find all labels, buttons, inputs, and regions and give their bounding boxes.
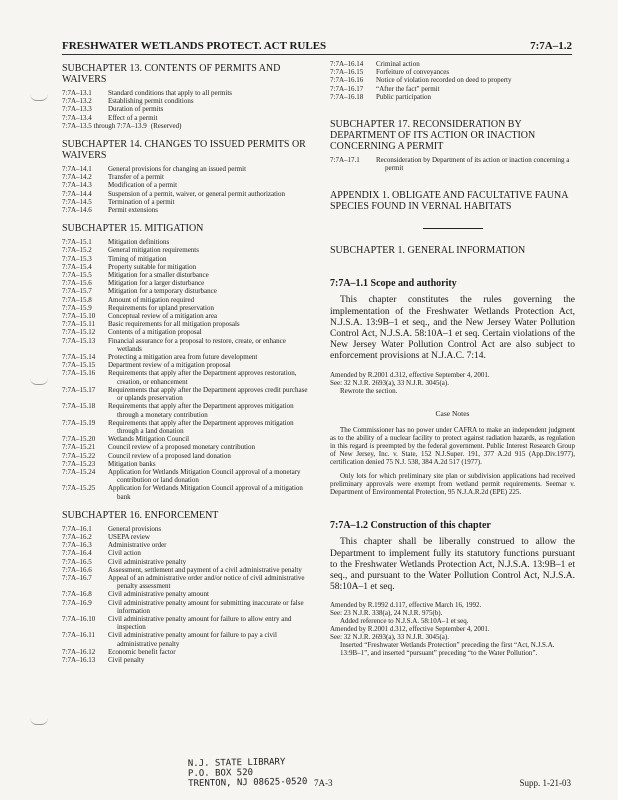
toc-entry-title: Administrative order (108, 541, 167, 550)
toc-entry-title: Department review of a mitigation proposal (108, 361, 231, 370)
toc-entry-title: Property suitable for mitigation (108, 262, 197, 271)
right-column (330, 60, 575, 657)
toc-entry-title: Civil administrative penalty (108, 557, 187, 566)
toc-entry-number: 7:7A–15.15 (62, 361, 96, 370)
toc-entry-title: Requirements that apply after the Department approves mitigation through a land donation (108, 418, 294, 435)
toc-entry-title: Requirements that apply after the Department approves credit purchase or uplands preservation (108, 385, 308, 403)
toc-entry (62, 443, 312, 451)
toc-entry-title: Financial assurance for a proposal to restore, create, or enhance wetlands (108, 336, 286, 353)
toc-14 (62, 165, 312, 214)
toc-entry (62, 484, 312, 500)
toc-entry (62, 312, 312, 320)
divider (423, 228, 483, 229)
toc-entry-title: Permit extensions (108, 206, 158, 215)
toc-entry-title: Reconsideration by Department of its action or inaction concerning a permit (376, 156, 570, 173)
toc-entry-number: 7:7A–13.2 (62, 97, 92, 106)
toc-entry-number: 7:7A–15.8 (62, 295, 92, 304)
toc-entry-title: Mitigation banks (108, 459, 156, 468)
toc-entry-number: 7:7A–16.16 (330, 76, 364, 85)
toc-entry-number: 7:7A–16.9 (62, 598, 92, 607)
supplement-date: Supp. 1-21-03 (519, 778, 571, 788)
toc-entry (62, 122, 312, 130)
subchapter-1-title: SUBCHAPTER 1. GENERAL INFORMATION (330, 245, 526, 257)
toc-entry-number: 7:7A–15.9 (62, 303, 92, 312)
toc-entry-title: Duration of permits (108, 105, 164, 114)
toc-entry (62, 533, 312, 541)
subchapter-17-title: SUBCHAPTER 17. RECONSIDERATION BY DEPARTMENT OF ITS ACTION OR INACTION CONCERNING A PERMIT (330, 119, 536, 153)
toc-entry-number: 7:7A–14.3 (62, 181, 92, 190)
toc-entry-title: (Reserved) (150, 121, 182, 130)
toc-entry (62, 386, 312, 402)
toc-entry (62, 255, 312, 263)
margin-mark (30, 718, 48, 725)
history-line: Amended by R.2001 d.312, effective September 4, 2001. (330, 625, 490, 634)
toc-entry-title: Mitigation for a larger disturbance (108, 279, 205, 288)
toc-entry (330, 93, 575, 101)
toc-entry-number: 7:7A–16.5 (62, 557, 92, 566)
running-header (62, 40, 572, 55)
toc-entry (62, 558, 312, 566)
toc-entry (62, 246, 312, 254)
toc-entry (62, 369, 312, 385)
subchapter-14-title: SUBCHAPTER 14. CHANGES TO ISSUED PERMITS OR WAIVERS (62, 139, 306, 162)
toc-entry-title: General provisions for changing an issued permit (108, 165, 247, 174)
toc-entry (62, 165, 312, 173)
toc-entry-title: Establishing permit conditions (108, 97, 194, 106)
toc-13 (62, 89, 312, 130)
section-1-1-history (330, 371, 575, 395)
toc-entry-title: “After the fact” permit (376, 84, 440, 93)
toc-entry (62, 656, 312, 664)
toc-entry (62, 566, 312, 574)
toc-entry (62, 181, 312, 189)
case-note: The Commissioner has no power under CAFRA to make an independent judgment as to the ability of a nuclear facility to protect against radiation hazards, as regulation in this regard is preempted by the federal government. Public Interest Research Group of New Jersey, Inc. v. State, 152 N.J.Super. 191, 377 A.2d 915 (App.Div.1977), certification denied 75 N.J. 538, 384 A.2d 517 (1977). (330, 425, 575, 467)
toc-entry-number: 7:7A–15.17 (62, 385, 96, 394)
toc-entry-number: 7:7A–13.3 (62, 105, 92, 114)
toc-entry (62, 353, 312, 361)
header-title: FRESHWATER WETLANDS PROTECT. ACT RULES (62, 40, 327, 52)
toc-entry (62, 419, 312, 435)
margin-mark (30, 378, 48, 385)
toc-entry (62, 190, 312, 198)
toc-entry (330, 60, 575, 68)
case-note: Only lots for which preliminary site plan or subdivision applications had received preliminary approvals were exempt from wetland permit requirements. Seemar v. Department of Environmental Protection, 95 N.J.A.R.2d (EPE) 225. (330, 472, 575, 497)
toc-entry-title: General mitigation requirements (108, 246, 199, 255)
toc-entry-title: Council review of a proposed monetary contribution (108, 443, 255, 452)
toc-entry-number: 7:7A–14.6 (62, 206, 92, 215)
toc-entry-number: 7:7A–15.5 (62, 271, 92, 280)
toc-entry-title: Timing of mitigation (108, 254, 167, 263)
history-line: See: 32 N.J.R. 2693(a), 33 N.J.R. 3045(a). (330, 378, 449, 387)
toc-entry (62, 525, 312, 533)
toc-entry (62, 328, 312, 336)
subchapter-15-title: SUBCHAPTER 15. MITIGATION (62, 223, 204, 235)
toc-entry-number: 7:7A–16.7 (62, 573, 92, 582)
toc-entry-number: 7:7A–15.10 (62, 312, 96, 321)
toc-entry-title: Termination of a permit (108, 197, 175, 206)
toc-entry-number: 7:7A–15.19 (62, 418, 96, 427)
toc-entry (62, 320, 312, 328)
toc-entry-number: 7:7A–16.12 (62, 647, 96, 656)
toc-entry-title: Civil action (108, 549, 141, 558)
toc-entry-title: Application for Wetlands Mitigation Council approval of a mitigation bank (108, 484, 303, 501)
toc-entry-number: 7:7A–15.12 (62, 328, 96, 337)
toc-entry-number: 7:7A–16.11 (62, 631, 95, 640)
toc-entry-number: 7:7A–17.1 (330, 156, 360, 165)
stamp-line: TRENTON, NJ 08625-0520 (188, 776, 308, 790)
toc-entry-number: 7:7A–15.18 (62, 402, 96, 411)
toc-entry-title: Appeal of an administrative order and/or notice of civil administrative penalty assessment (108, 573, 305, 591)
toc-entry-number: 7:7A–16.3 (62, 541, 92, 550)
toc-entry (62, 206, 312, 214)
toc-entry-number: 7:7A–15.2 (62, 246, 92, 255)
toc-entry-title: Notice of violation recorded on deed to property (376, 76, 512, 85)
toc-entry-number: 7:7A–15.1 (62, 238, 92, 247)
toc-entry-number: 7:7A–14.5 (62, 197, 92, 206)
toc-entry-number: 7:7A–13.4 (62, 113, 92, 122)
toc-entry-title: Public participation (376, 92, 432, 101)
toc-entry-number: 7:7A–15.4 (62, 262, 92, 271)
toc-entry-title: Civil administrative penalty amount for failure to allow entry and inspection (108, 614, 292, 632)
toc-entry-number: 7:7A–16.14 (330, 60, 364, 68)
toc-entry (62, 615, 312, 631)
toc-entry (62, 279, 312, 287)
toc-entry (62, 549, 312, 557)
toc-entry (330, 85, 575, 93)
section-1-1-heading: 7:7A–1.1 Scope and authority (330, 278, 457, 290)
toc-16-continued (330, 60, 575, 101)
library-stamp (188, 757, 308, 789)
history-line: Rewrote the section. (340, 386, 398, 395)
toc-entry (62, 361, 312, 369)
toc-entry-number: 7:7A–16.2 (62, 532, 92, 541)
case-notes-heading: Case Notes (435, 408, 470, 418)
toc-entry (62, 287, 312, 295)
toc-entry (62, 337, 312, 353)
toc-entry-title: Requirements for upland preservation (108, 303, 214, 312)
toc-entry-number: 7:7A–14.4 (62, 189, 92, 198)
toc-entry-number: 7:7A–15.23 (62, 459, 96, 468)
toc-entry-title: Protecting a mitigation area from future development (108, 353, 258, 362)
toc-entry-title: Criminal action (376, 60, 420, 68)
history-line: Added reference to N.J.S.A. 58:10A–1 et seq. (340, 617, 469, 626)
margin-mark (30, 94, 48, 101)
toc-entry-title: Modification of a permit (108, 181, 178, 190)
toc-entry (62, 590, 312, 598)
toc-entry (330, 156, 575, 172)
toc-entry (62, 271, 312, 279)
section-1-2-body: This chapter shall be liberally construed to allow the Department to implement fully its statutory functions pursuant to the Freshwater Wetlands Protection Act, N.J.S.A. 13:9B–1 et seq., and pursuant to the Water Pollution Control Act, N.J.S.A. 58:10A–1 et seq. (330, 537, 575, 593)
toc-entry-title: USEPA review (108, 532, 150, 541)
toc-entry (62, 648, 312, 656)
toc-entry-number: 7:7A–15.14 (62, 353, 96, 362)
toc-entry-number: 7:7A–15.11 (62, 320, 95, 329)
toc-entry (62, 304, 312, 312)
toc-entry-number: 7:7A–16.8 (62, 590, 92, 599)
toc-entry-title: General provisions (108, 524, 162, 533)
toc-entry (62, 631, 312, 647)
subchapter-13-title: SUBCHAPTER 13. CONTENTS OF PERMITS AND WAIVERS (62, 63, 281, 85)
toc-entry (62, 452, 312, 460)
toc-entry-number: 7:7A–13.1 (62, 89, 92, 97)
history-line: Amended by R.1992 d.117, effective March 16, 1992. (330, 601, 482, 610)
toc-entry (62, 468, 312, 484)
toc-entry-number: 7:7A–16.1 (62, 524, 92, 533)
toc-entry-title: Standard conditions that apply to all permits (108, 89, 233, 97)
toc-entry-title: Effect of a permit (108, 113, 158, 122)
toc-entry-title: Mitigation for a temporary disturbance (108, 287, 217, 296)
toc-entry-number: 7:7A–15.20 (62, 435, 96, 444)
header-section: 7:7A–1.2 (530, 40, 572, 52)
history-line: See: 32 N.J.R. 2693(a), 33 N.J.R. 3045(a). (330, 633, 449, 642)
toc-entry (62, 263, 312, 271)
stamp-line: P.O. BOX 520 (187, 767, 254, 780)
toc-entry-number: 7:7A–15.3 (62, 254, 92, 263)
toc-entry (62, 114, 312, 122)
toc-entry-number: 7:7A–15.7 (62, 287, 92, 296)
toc-entry-number: 7:7A–16.17 (330, 84, 364, 93)
toc-entry-number: 7:7A–16.10 (62, 614, 96, 623)
toc-entry-number: 7:7A–14.1 (62, 165, 92, 174)
toc-entry-title: Mitigation for a smaller disturbance (108, 271, 209, 280)
toc-entry-number: 7:7A–14.2 (62, 173, 92, 182)
toc-entry (62, 402, 312, 418)
toc-entry (62, 173, 312, 181)
toc-entry (62, 574, 312, 590)
toc-15 (62, 238, 312, 501)
toc-entry-number: 7:7A–16.6 (62, 565, 92, 574)
toc-entry-title: Civil penalty (108, 655, 145, 664)
toc-entry (62, 435, 312, 443)
toc-entry-title: Requirements that apply after the Department approves mitigation through a monetary contribution (108, 402, 294, 419)
toc-entry-number: 7:7A–13.5 through 7:7A–13.9 (62, 121, 147, 130)
toc-entry (62, 460, 312, 468)
section-1-1-body: This chapter constitutes the rules governing the implementation of the Freshwater Wetlands Protection Act, N.J.S.A. 13:9B–1 et seq., and the New Jersey Water Pollution Control Act, N.J.S.A. 58:10A–1 et seq. Certain violations of the New Jersey Water Pollution Control Act are also subject to enforcement provisions at N.J.A.C. 7:14. (330, 295, 575, 362)
toc-entry (62, 238, 312, 246)
toc-entry-number: 7:7A–16.13 (62, 655, 96, 664)
toc-entry-title: Mitigation definitions (108, 238, 170, 247)
toc-entry-title: Transfer of a permit (108, 173, 164, 182)
toc-entry-title: Amount of mitigation required (108, 295, 195, 304)
toc-entry-number: 7:7A–15.13 (62, 336, 96, 345)
toc-entry-title: Wetlands Mitigation Council (108, 435, 190, 444)
toc-entry-title: Requirements that apply after the Department approves restoration, creation, or enhancement (108, 369, 297, 386)
toc-entry-title: Assessment, settlement and payment of a civil administrative penalty (108, 565, 302, 574)
appendix-title: APPENDIX 1. OBLIGATE AND FACULTATIVE FAUNA SPECIES FOUND IN VERNAL HABITATS (330, 190, 568, 213)
section-1-2-history (330, 601, 575, 657)
toc-entry-number: 7:7A–15.16 (62, 369, 96, 378)
toc-entry (62, 105, 312, 113)
toc-entry-number: 7:7A–15.22 (62, 451, 96, 460)
toc-entry-title: Civil administrative penalty amount (108, 590, 209, 599)
toc-entry-title: Civil administrative penalty amount for failure to pay a civil administrative penalty (108, 631, 277, 648)
toc-entry-title: Forfeiture of conveyances (376, 68, 450, 77)
toc-entry-title: Council review of a proposed land donation (108, 451, 231, 460)
toc-17 (330, 156, 575, 172)
toc-entry-number: 7:7A–15.6 (62, 279, 92, 288)
history-line: Inserted “Freshwater Wetlands Protection” preceding the first “Act, N.J.S.A. 13:9B–1”, and inserted “pursuant” preceding “to the Water Pollution”. (340, 641, 555, 658)
left-column (62, 60, 312, 664)
toc-entry-number: 7:7A–16.4 (62, 549, 92, 558)
toc-entry-title: Conceptual review of a mitigation area (108, 312, 218, 321)
toc-entry (62, 541, 312, 549)
toc-entry-number: 7:7A–15.25 (62, 484, 96, 493)
toc-entry (330, 68, 575, 76)
toc-entry (62, 198, 312, 206)
subchapter-16-title: SUBCHAPTER 16. ENFORCEMENT (62, 509, 219, 521)
history-line: See: 23 N.J.R. 338(a), 24 N.J.R. 975(b). (330, 609, 443, 618)
toc-entry-number: 7:7A–15.24 (62, 467, 96, 476)
toc-entry-number: 7:7A–16.18 (330, 92, 364, 101)
toc-16 (62, 525, 312, 664)
toc-entry-title: Basic requirements for all mitigation proposals (108, 320, 240, 329)
toc-entry-title: Economic benefit factor (108, 647, 176, 656)
toc-entry-number: 7:7A–15.21 (62, 443, 96, 452)
toc-entry (62, 599, 312, 615)
toc-entry (62, 89, 312, 97)
section-1-2-heading: 7:7A–1.2 Construction of this chapter (330, 520, 491, 532)
toc-entry-title: Application for Wetlands Mitigation Council approval of a monetary contribution or land donation (108, 467, 301, 485)
toc-entry-title: Contents of a mitigation proposal (108, 328, 202, 337)
toc-entry (62, 296, 312, 304)
history-line: Amended by R.2001 d.312, effective September 4, 2001. (330, 370, 490, 379)
stamp-line: N.J. STATE LIBRARY (187, 757, 286, 770)
toc-entry (62, 97, 312, 105)
toc-entry-title: Civil administrative penalty amount for submitting inaccurate or false information (108, 598, 304, 615)
page-number: 7A-3 (314, 778, 333, 788)
toc-entry-title: Suspension of a permit, waiver, or general permit authorization (108, 189, 285, 198)
toc-entry (330, 76, 575, 84)
toc-entry-number: 7:7A–16.15 (330, 68, 364, 77)
